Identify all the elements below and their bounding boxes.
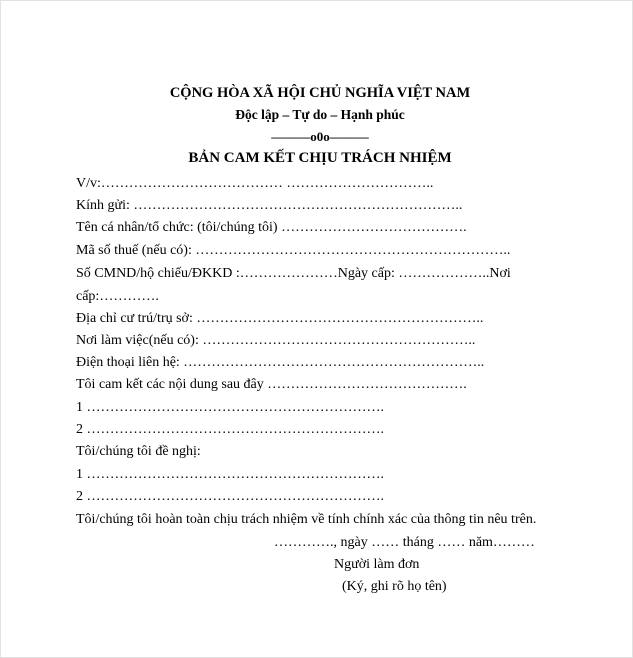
issue-place-line: cấp:…………. [76,289,159,304]
document-title: BẢN CAM KẾT CHỊU TRÁCH NHIỆM [188,150,452,166]
signer-title: Người làm đơn [334,557,420,572]
request-intro-line: Tôi/chúng tôi đề nghị: [76,444,201,459]
name-line: Tên cá nhân/tổ chức: (tôi/chúng tôi) …………………………………. [76,220,467,235]
date-line: …………., ngày …… tháng …… năm……… [274,535,535,550]
workplace-line: Nơi làm việc(nếu có): ………………………………………………….. [76,333,476,348]
separator: ———o0o——— [271,129,369,144]
recipient-line: Kính gửi: …………………………………………………………….. [76,198,463,213]
request-item-2: 2 ………………………………………………………. [76,489,384,504]
motto: Độc lập – Tự do – Hạnh phúc [235,107,405,122]
phone-line: Điện thoại liên hệ: ……………………………………………………….. [76,355,485,370]
id-number-line: Số CMND/hộ chiếu/ĐKKD :…………………Ngày cấp: ………………..Nơi [76,266,511,281]
commit-intro-line: Tôi cam kết các nội dung sau đây ……………………………………. [76,377,467,392]
declaration-line: Tôi/chúng tôi hoàn toàn chịu trách nhiệm về tính chính xác của thông tin nêu trên. [76,512,537,527]
signer-note: (Ký, ghi rõ họ tên) [342,579,447,594]
request-item-1: 1 ………………………………………………………. [76,467,384,482]
country-heading: CỘNG HÒA XÃ HỘI CHỦ NGHĨA VIỆT NAM [169,85,471,101]
address-line: Địa chỉ cư trú/trụ sở: …………………………………………………….. [76,311,484,326]
subject-line: V/v:………………………………… ………………………….. [76,176,434,191]
commit-item-1: 1 ………………………………………………………. [76,400,384,415]
commit-item-2: 2 ………………………………………………………. [76,422,384,437]
tax-code-line: Mã số thuế (nếu có): ………………………………………………………….. [76,243,511,258]
